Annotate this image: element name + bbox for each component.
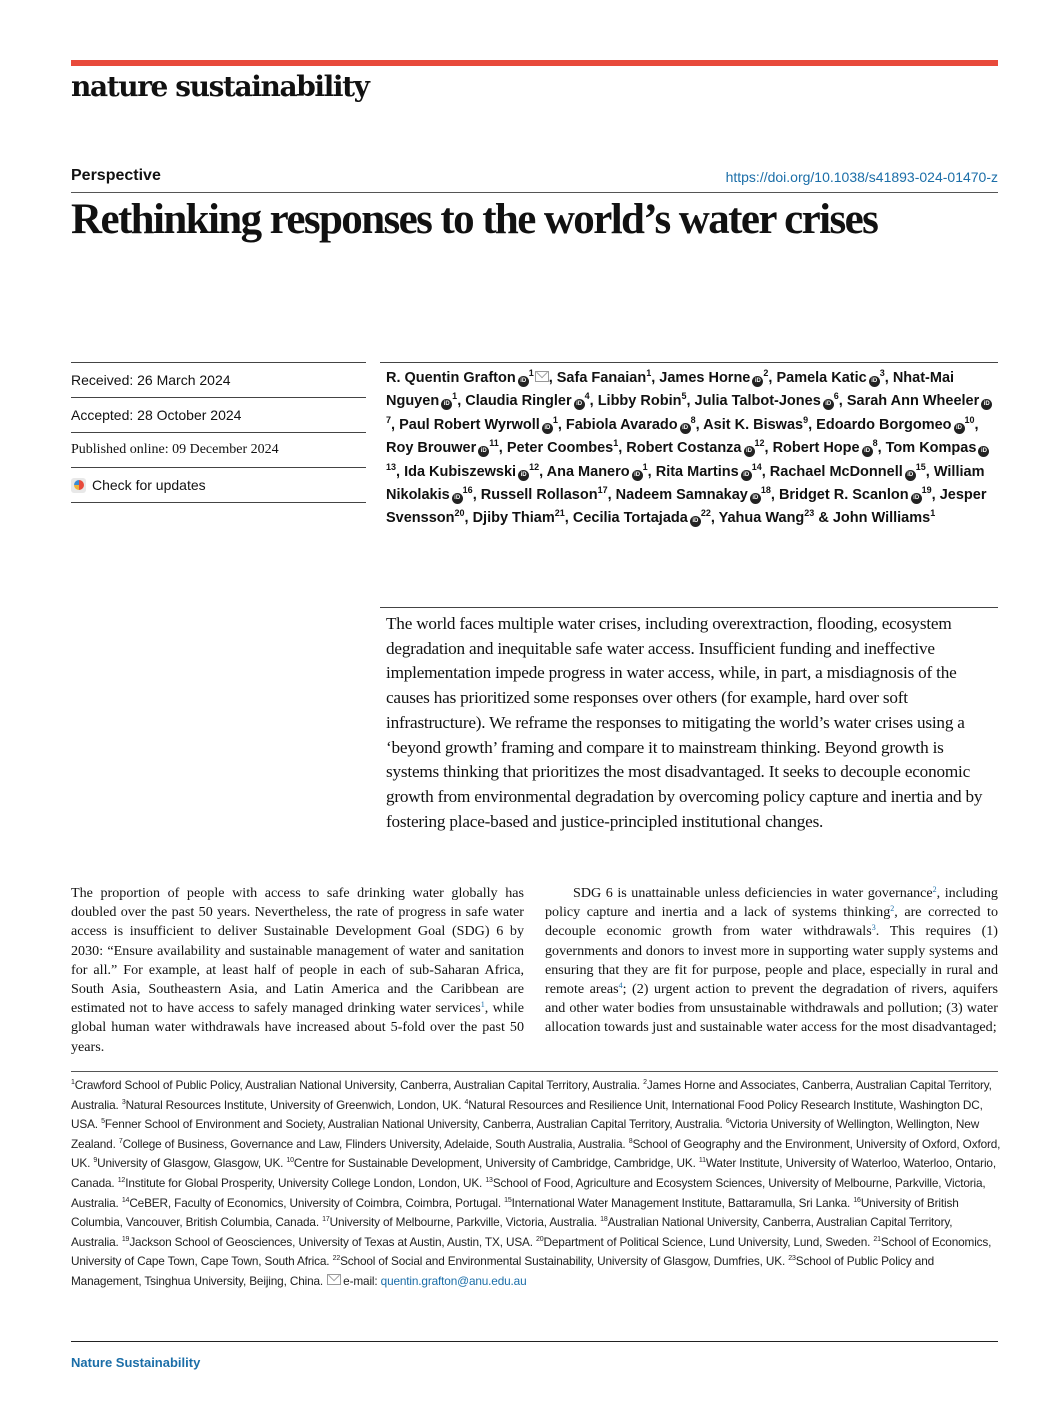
affiliation-number: 1 — [452, 391, 458, 402]
author-entry — [386, 440, 499, 456]
affiliation-number: 1 — [642, 461, 648, 472]
affiliation-number: 18 — [600, 1216, 608, 1224]
affiliation-number: 8 — [628, 1137, 633, 1145]
affiliation-text: International Water Management Institute, Battaramulla, Sri Lanka. — [511, 1195, 854, 1210]
author-name[interactable]: Libby Robin — [597, 393, 682, 410]
orcid-icon[interactable]: iD — [441, 399, 452, 410]
author-name[interactable]: Safa Fanaian — [556, 370, 647, 386]
affiliation-number: 13 — [386, 461, 397, 472]
affiliation-number: 10 — [964, 414, 975, 425]
check-for-updates-button[interactable] — [71, 467, 366, 503]
author-name[interactable]: Ana Manero — [546, 463, 630, 480]
author-name[interactable]: Rachael McDonnell — [769, 463, 903, 480]
affiliation-number: 14 — [751, 461, 762, 472]
author-name[interactable]: Bridget R. Scanlon — [778, 487, 909, 504]
affiliation-number: 1 — [613, 438, 619, 449]
author-name[interactable]: Paul Robert Wyrwoll — [399, 416, 540, 433]
reference-link[interactable]: 2 — [932, 885, 937, 894]
affiliation-number: 3 — [879, 368, 885, 378]
affiliation-number: 22 — [332, 1255, 341, 1263]
author-name[interactable]: Cecilia Tortajada — [572, 510, 688, 527]
affiliation-number: 2 — [763, 368, 769, 378]
reference-link[interactable]: 1 — [480, 1000, 485, 1010]
orcid-icon[interactable]: iD — [954, 423, 965, 434]
author-entry — [626, 440, 764, 456]
doi-link[interactable]: https://doi.org/10.1038/s41893-024-01470-z — [725, 169, 998, 185]
crossmark-icon — [71, 478, 86, 493]
author-entry — [573, 510, 711, 526]
affiliation-number: 4 — [584, 391, 590, 402]
orcid-icon[interactable]: iD — [911, 493, 922, 504]
author-entry — [465, 393, 589, 409]
author-entry — [816, 414, 975, 433]
affiliation-number: 12 — [754, 438, 765, 449]
affiliation-number: 1 — [528, 368, 534, 378]
orcid-icon[interactable]: iD — [574, 399, 585, 410]
affiliation-number: 2 — [643, 1079, 647, 1086]
affiliation-number: 11 — [489, 438, 499, 449]
affiliation-number: 6 — [725, 1118, 730, 1126]
affiliation-number: 4 — [464, 1098, 469, 1106]
author-entry — [695, 393, 839, 409]
orcid-icon[interactable]: iD — [632, 470, 643, 481]
author-entry — [659, 370, 768, 386]
affiliation-text: Crawford School of Public Policy, Australian National University, Canberra, Australian Capital Territory, Australia. — [74, 1078, 644, 1092]
affiliation-text: Australian National University, Canberra, Australian Capital Territory, Australia. — [71, 1215, 953, 1249]
journal-logo: nature sustainability — [71, 70, 369, 103]
affiliation-text: Natural Resources and Resilience Unit, International Food Policy Research Institute, Washington DC, USA. — [71, 1097, 983, 1132]
author-name[interactable]: James Horne — [659, 370, 751, 386]
affiliation-number: 12 — [529, 461, 540, 472]
reference-link[interactable]: 3 — [871, 923, 876, 933]
affiliation-number: 14 — [121, 1196, 130, 1204]
author-entry — [557, 370, 651, 386]
orcid-icon[interactable]: iD — [542, 423, 553, 434]
orcid-icon[interactable]: iD — [690, 516, 701, 527]
affiliation-text: University of Glasgow, Glasgow, UK. — [97, 1156, 287, 1171]
author-name[interactable]: Peter Coombes — [506, 440, 614, 457]
affiliation-number: 15 — [915, 461, 926, 472]
check-for-updates-label: Check for updates — [92, 477, 206, 493]
body-text: , including policy capture and inertia and a lack of systems thinking — [545, 885, 998, 921]
author-name[interactable]: John Williams — [832, 510, 931, 527]
affiliation-number: 19 — [121, 1235, 130, 1243]
affiliation-number: 1 — [552, 414, 558, 425]
author-entry — [776, 370, 884, 386]
affiliation-text: Jackson School of Geosciences, University of Texas at Austin, Austin, TX, USA. — [129, 1234, 537, 1249]
orcid-icon[interactable]: iD — [741, 470, 752, 481]
author-name[interactable]: R. Quentin Grafton — [386, 370, 516, 386]
author-entry — [616, 487, 771, 503]
body-column-left — [71, 884, 524, 1057]
body-text: , while global human water withdrawals have increased about 5-fold over the past 50 years. — [71, 1000, 524, 1055]
affiliation-number: 11 — [698, 1157, 706, 1165]
abstract: The world faces multiple water crises, including overextraction, flooding, ecosystem degradation and inequitable safe water access. Insufficient funding and ineffective implementation impede progress in water access, while, in part, a misdiagnosis of the causes has prioritized some responses over others (for example, hard over soft infrastructure). We reframe the responses to mitigating the world’s water crises using a ‘beyond growth’ framing and compare it to mainstream thinking. Beyond growth is systems thinking that prioritizes the most disadvantaged. It seeks to decouple economic growth from environmental degradation by overcoming policy capture and inertia and by fostering place-based and justice-principled institutional changes. — [386, 614, 983, 831]
orcid-icon[interactable]: iD — [744, 446, 755, 457]
author-name[interactable]: Robert Hope — [772, 440, 860, 457]
author-name[interactable]: Ida Kubiszewski — [404, 463, 517, 480]
affiliation-text: Water Institute, University of Waterloo, Waterloo, Ontario, Canada. — [71, 1156, 996, 1190]
envelope-icon — [327, 1274, 341, 1285]
published-date: Published online: 09 December 2024 — [71, 432, 366, 467]
footer-divider — [71, 1341, 998, 1342]
body-text: The proportion of people with access to safe drinking water globally has doubled over the past 50 years. Nevertheless, the rate of progress in safe water access is insufficient to deliver Sustainable Development Goal (SDG) 6 by 2030: “Ensure availability and sustainable management of water and sanitation for all.” For example, at least half of people in each of sub-Saharan Africa, South Asia, Southeastern Asia, and Latin America and the Caribbean are estimated not to have access to safely managed drinking water services — [71, 885, 524, 1017]
orcid-icon[interactable]: iD — [823, 399, 834, 410]
author-name[interactable]: Asit K. Biswas — [703, 416, 804, 433]
author-name[interactable]: Nadeem Samnakay — [615, 487, 748, 504]
author-entry — [481, 487, 608, 503]
author-entry — [546, 461, 648, 480]
authors-divider — [380, 362, 998, 363]
author-name[interactable]: Edoardo Borgomeo — [816, 416, 952, 433]
orcid-icon[interactable]: iD — [518, 470, 529, 481]
author-entry — [769, 461, 926, 480]
affiliation-text: College of Business, Governance and Law, Flinders University, Adelaide, South Australia, Australia. — [122, 1136, 629, 1151]
orcid-icon[interactable]: iD — [752, 376, 763, 387]
orcid-icon[interactable]: iD — [680, 423, 691, 434]
affiliation-text: Natural Resources Institute, University of Greenwich, London, UK. — [125, 1097, 465, 1112]
journal-accent-bar — [71, 60, 998, 66]
author-name[interactable]: Nhat-Mai Nguyen — [386, 370, 955, 410]
affiliation-text: CeBER, Faculty of Economics, University of Coimbra, Coimbra, Portugal. — [129, 1195, 505, 1210]
author-name[interactable]: Pamela Katic — [776, 370, 867, 386]
author-entry — [404, 461, 540, 480]
affiliation-number: 18 — [760, 485, 771, 496]
affiliation-number: 5 — [681, 391, 687, 402]
header-divider — [71, 192, 998, 193]
affiliation-number: 22 — [700, 508, 711, 519]
affiliation-number: 1 — [646, 368, 652, 378]
affiliation-text: Centre for Sustainable Development, University of Cambridge, Cambridge, UK. — [293, 1156, 699, 1171]
affiliation-number: 15 — [504, 1196, 512, 1204]
email-label: e-mail: — [343, 1273, 381, 1288]
author-name[interactable]: Claudia Ringler — [465, 393, 572, 410]
affiliation-text: University of British Columbia, Vancouver, British Columbia, Canada. — [71, 1195, 959, 1230]
author-entry — [719, 510, 815, 526]
affiliation-number: 5 — [101, 1118, 105, 1126]
affiliation-number: 17 — [322, 1216, 330, 1224]
body-text: , are corrected to decouple economic growth from water withdrawals — [545, 904, 998, 940]
author-entry — [703, 414, 809, 433]
affiliation-number: 16 — [462, 485, 473, 496]
author-name[interactable]: Russell Rollason — [480, 487, 598, 504]
author-name[interactable]: Roy Brouwer — [386, 440, 477, 457]
affiliation-number: 10 — [286, 1157, 294, 1165]
author-entry — [655, 461, 762, 480]
envelope-icon[interactable] — [535, 371, 549, 382]
body-column-right — [545, 884, 998, 1038]
affiliation-number: 20 — [454, 508, 465, 519]
affiliation-number: 8 — [690, 414, 696, 425]
orcid-icon[interactable]: iD — [518, 376, 529, 387]
affiliation-number: 23 — [804, 508, 815, 519]
reference-link[interactable]: 4 — [618, 981, 623, 991]
author-entry — [598, 393, 687, 409]
article-type: Perspective — [71, 167, 161, 184]
accepted-date: Accepted: 28 October 2024 — [71, 397, 366, 432]
affiliation-text: School of Social and Environmental Sustainability, University of Glasgow, Dumfries, UK. — [340, 1254, 789, 1269]
author-name[interactable]: Rita Martins — [655, 463, 739, 480]
affiliation-number: 1 — [930, 508, 936, 519]
footer-journal-name: Nature Sustainability — [71, 1355, 201, 1370]
affiliation-text: School of Food, Agriculture and Ecosystem Sciences, University of Melbourne, Parkville, Victoria, Australia. — [71, 1175, 986, 1210]
affiliation-number: 7 — [386, 414, 392, 425]
author-entry — [565, 414, 696, 433]
author-entry — [386, 370, 549, 386]
affiliation-text: School of Geography and the Environment, University of Oxford, Oxford, UK. — [71, 1136, 1001, 1171]
author-entry — [473, 510, 565, 526]
author-name[interactable]: William Nikolakis — [386, 463, 985, 504]
affiliation-number: 8 — [872, 438, 878, 449]
author-name[interactable]: Fabiola Avarado — [565, 416, 678, 433]
article-title: Rethinking responses to the world’s water crises — [71, 196, 878, 243]
affiliation-number: 23 — [788, 1255, 796, 1263]
author-entry — [779, 487, 932, 503]
abstract-divider — [380, 607, 998, 608]
reference-link[interactable]: 2 — [890, 904, 895, 914]
affiliation-text: University of Melbourne, Parkville, Victoria, Australia. — [329, 1215, 601, 1230]
orcid-icon[interactable]: iD — [905, 470, 916, 481]
author-name[interactable]: Robert Costanza — [626, 440, 742, 457]
orcid-icon[interactable]: iD — [981, 399, 992, 410]
affiliation-number: 20 — [536, 1235, 544, 1243]
affiliation-text: Department of Political Science, Lund University, Lund, Sweden. — [543, 1234, 874, 1249]
affiliation-number: 6 — [833, 391, 839, 402]
affiliation-number: 9 — [93, 1157, 98, 1165]
orcid-icon[interactable]: iD — [478, 446, 489, 457]
body-text: SDG 6 is unattainable unless deficiencies in water governance — [573, 885, 933, 901]
affiliations — [71, 1076, 1001, 1292]
affiliation-text: School of Economics, University of Cape Town, Cape Town, South Africa. — [71, 1234, 992, 1269]
orcid-icon[interactable]: iD — [978, 446, 989, 457]
author-name[interactable]: Yahua Wang — [718, 510, 805, 527]
author-name[interactable]: Jesper Svensson — [386, 487, 987, 527]
author-entry — [773, 440, 878, 456]
affiliation-number: 3 — [121, 1098, 126, 1106]
affiliation-number: 16 — [853, 1196, 861, 1204]
body-text: . This requires (1) governments and donors to invest more in supporting water supply systems and ensuring that they are fit for purpose, people and place, especially in rural and remote areas — [545, 923, 998, 998]
author-list: R. Quentin Grafton $iD^1$ , Safa Fanaian$^1$, James Horne $iD^2$, Pamela Katic $iD^3$, Nhat-Mai Nguyen $iD^1$, Claudia Ringler $iD^4$, Libby Robin$^5$, Julia Talbot-Jones $iD^6$, Sarah Ann Wheeler $iD^7$, Paul Robert Wyrwoll $iD^1$, Fabiola Avarado $iD^8$, Asit K. Biswas$^9$, Edoardo Borgomeo $iD^{10}$, Roy Brouwer $iD^{11}$, Peter Coombes$^1$, Robert Costanza $iD^{12}$, Robert Hope $iD^8$, Tom Kompas $iD^{13}$, Ida Kubiszewski $iD^{12}$, Ana Manero $iD^1$, Rita Martins $iD^{14}$, Rachael McDonnell $iD^{15}$, William Nikolakis $iD^{16}$, Russell Rollason$^{17}$, Nadeem Samnakay $iD^{18}$, Bridget R. Scanlon $iD^{19}$, Jesper Svensson$^{20}$, Djiby Thiam$^{21}$, Cecilia Tortajada $iD^{22}$, Yahua Wang$^{23}$ & John Williams$^1$ — [386, 367, 998, 531]
orcid-icon[interactable]: iD — [869, 376, 880, 387]
affiliation-number: 21 — [873, 1235, 881, 1243]
orcid-icon[interactable]: iD — [862, 446, 873, 457]
affiliation-number: 9 — [803, 414, 809, 425]
affiliation-number: 12 — [117, 1176, 126, 1184]
author-name[interactable]: Tom Kompas — [885, 440, 977, 457]
author-entry — [399, 414, 558, 433]
orcid-icon[interactable]: iD — [452, 493, 463, 504]
author-entry — [507, 440, 618, 456]
affiliation-number: 17 — [597, 485, 608, 496]
affiliation-text: Fenner School of Environment and Society, Australian National University, Canberra, Australian Capital Territory, Australia. — [104, 1117, 726, 1132]
affiliation-number: 19 — [921, 485, 932, 496]
affiliations-divider — [71, 1071, 998, 1072]
received-date: Received: 26 March 2024 — [71, 362, 366, 397]
affiliation-number: 21 — [554, 508, 565, 519]
author-entry — [833, 510, 935, 526]
author-name[interactable]: Djiby Thiam — [472, 510, 555, 527]
article-dates — [71, 362, 366, 503]
orcid-icon[interactable]: iD — [750, 493, 761, 504]
author-name[interactable]: Julia Talbot-Jones — [694, 393, 821, 410]
email-link[interactable]: quentin.grafton@anu.edu.au — [380, 1273, 527, 1288]
body-text: ; (2) urgent action to prevent the degradation of rivers, aquifers and other water bodies from unsustainable withdrawals and pollution; (3) water allocation towards just and sustainable water access for the most disadvantaged; — [545, 981, 998, 1036]
affiliation-text: Victoria University of Wellington, Wellington, New Zealand. — [71, 1117, 980, 1151]
affiliation-number: 7 — [118, 1137, 123, 1145]
author-name[interactable]: Sarah Ann Wheeler — [846, 393, 980, 410]
affiliation-text: School of Public Policy and Management, Tsinghua University, Beijing, China. — [71, 1254, 935, 1288]
affiliation-text: Institute for Global Prosperity, University College London, London, UK. — [125, 1175, 486, 1190]
affiliation-number: 13 — [485, 1176, 493, 1184]
affiliation-text: James Horne and Associates, Canberra, Australian Capital Territory, Australia. — [71, 1078, 992, 1112]
affiliation-number: 1 — [71, 1079, 75, 1086]
